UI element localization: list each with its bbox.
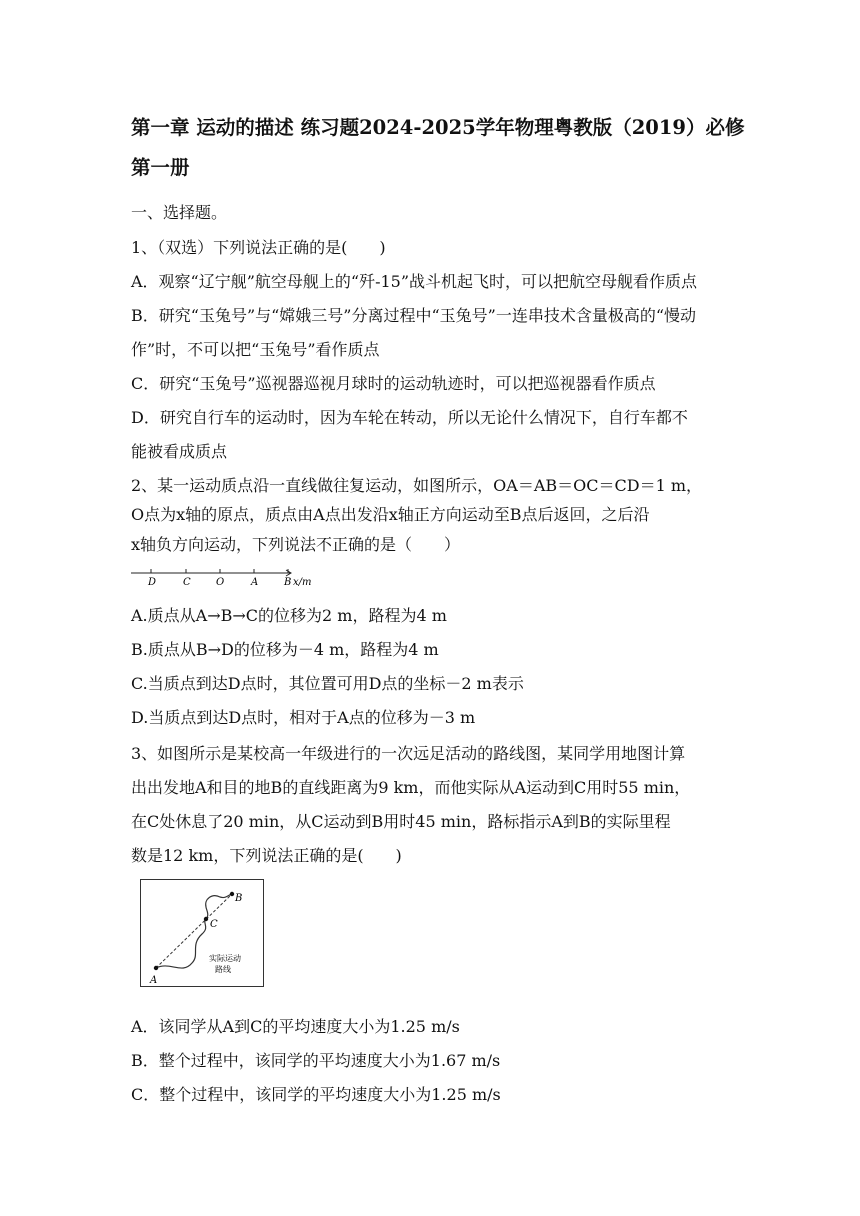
map-frame [141,880,264,987]
q3-stem-line3: 在C处休息了20 min，从C运动到B用时45 min，路标指示A到B的实际里程 [131,812,671,831]
q3-option-c: C．整个过程中，该同学的平均速度大小为1.25 m/s [131,1085,501,1104]
q1-option-a: A．观察“辽宁舰”航空母舰上的“歼-15”战斗机起飞时，可以把航空母舰看作质点 [131,272,698,291]
q3-stem-line1: 3、如图所示是某校高一年级进行的一次远足活动的路线图，某同学用地图计算 [131,744,686,763]
point-c [204,917,208,921]
q2-option-b: B.质点从B→D的位移为－4 m，路程为4 m [131,640,439,659]
label-c: C [210,919,218,930]
label-b: B [235,893,243,904]
q1-option-c: C．研究“玉兔号”巡视器巡视月球时的运动轨迹时，可以把巡视器看作质点 [131,374,656,393]
document-title: 第一章 运动的描述 练习题2024-2025学年物理粤教版（2019）必修第一册 [131,116,745,179]
label-d: D [148,577,157,588]
q2-stem-line2: O点为x轴的原点，质点由A点出发沿x轴正方向运动至B点后返回，之后沿 [131,505,650,524]
q3-option-a: A．该同学从A到C的平均速度大小为1.25 m/s [131,1017,460,1036]
label-o: O [216,577,225,588]
q1-option-b-line2: 作”时，不可以把“玉兔号”看作质点 [131,340,380,359]
axis-unit-label: x/m [293,577,312,588]
q1-option-d-line2: 能被看成质点 [131,442,228,461]
point-b [230,892,234,896]
q3-option-b: B．整个过程中，该同学的平均速度大小为1.67 m/s [131,1051,501,1070]
section-heading: 一、选择题。 [131,203,228,222]
route-label-line1: 实际运动 [209,954,241,963]
q2-option-c: C.当质点到达D点时，其位置可用D点的坐标－2 m表示 [131,674,524,693]
label-c: C [183,577,191,588]
q2-option-d: D.当质点到达D点时，相对于A点的位移为－3 m [131,708,476,727]
point-a [154,966,158,970]
q1-option-b-line1: B．研究“玉兔号”与“嫦娥三号”分离过程中“玉兔号”一连串技术含量极高的“慢动 [131,306,697,325]
label-a: A [150,975,158,986]
q3-stem-line4: 数是12 km，下列说法正确的是( ) [131,846,402,865]
q3-stem-line2: 出出发地A和目的地B的直线距离为9 km，而他实际从A运动到C用时55 min， [131,778,691,797]
label-b: B [284,577,292,588]
q1-stem: 1、（双选）下列说法正确的是( ) [131,238,386,257]
q1-option-d-line1: D．研究自行车的运动时，因为车轮在转动，所以无论什么情况下，自行车都不 [131,408,688,427]
route-label-line2: 路线 [215,965,231,974]
label-a: A [251,577,259,588]
q2-stem-line3: x轴负方向运动，下列说法不正确的是（ ） [131,535,461,554]
number-line-figure [131,568,321,590]
q2-option-a: A.质点从A→B→C的位移为2 m，路程为4 m [131,606,447,625]
route-map-figure [140,879,264,987]
q2-stem-line1: 2、某一运动质点沿一直线做往复运动，如图所示，OA＝AB＝OC＝CD＝1 m， [131,476,703,495]
